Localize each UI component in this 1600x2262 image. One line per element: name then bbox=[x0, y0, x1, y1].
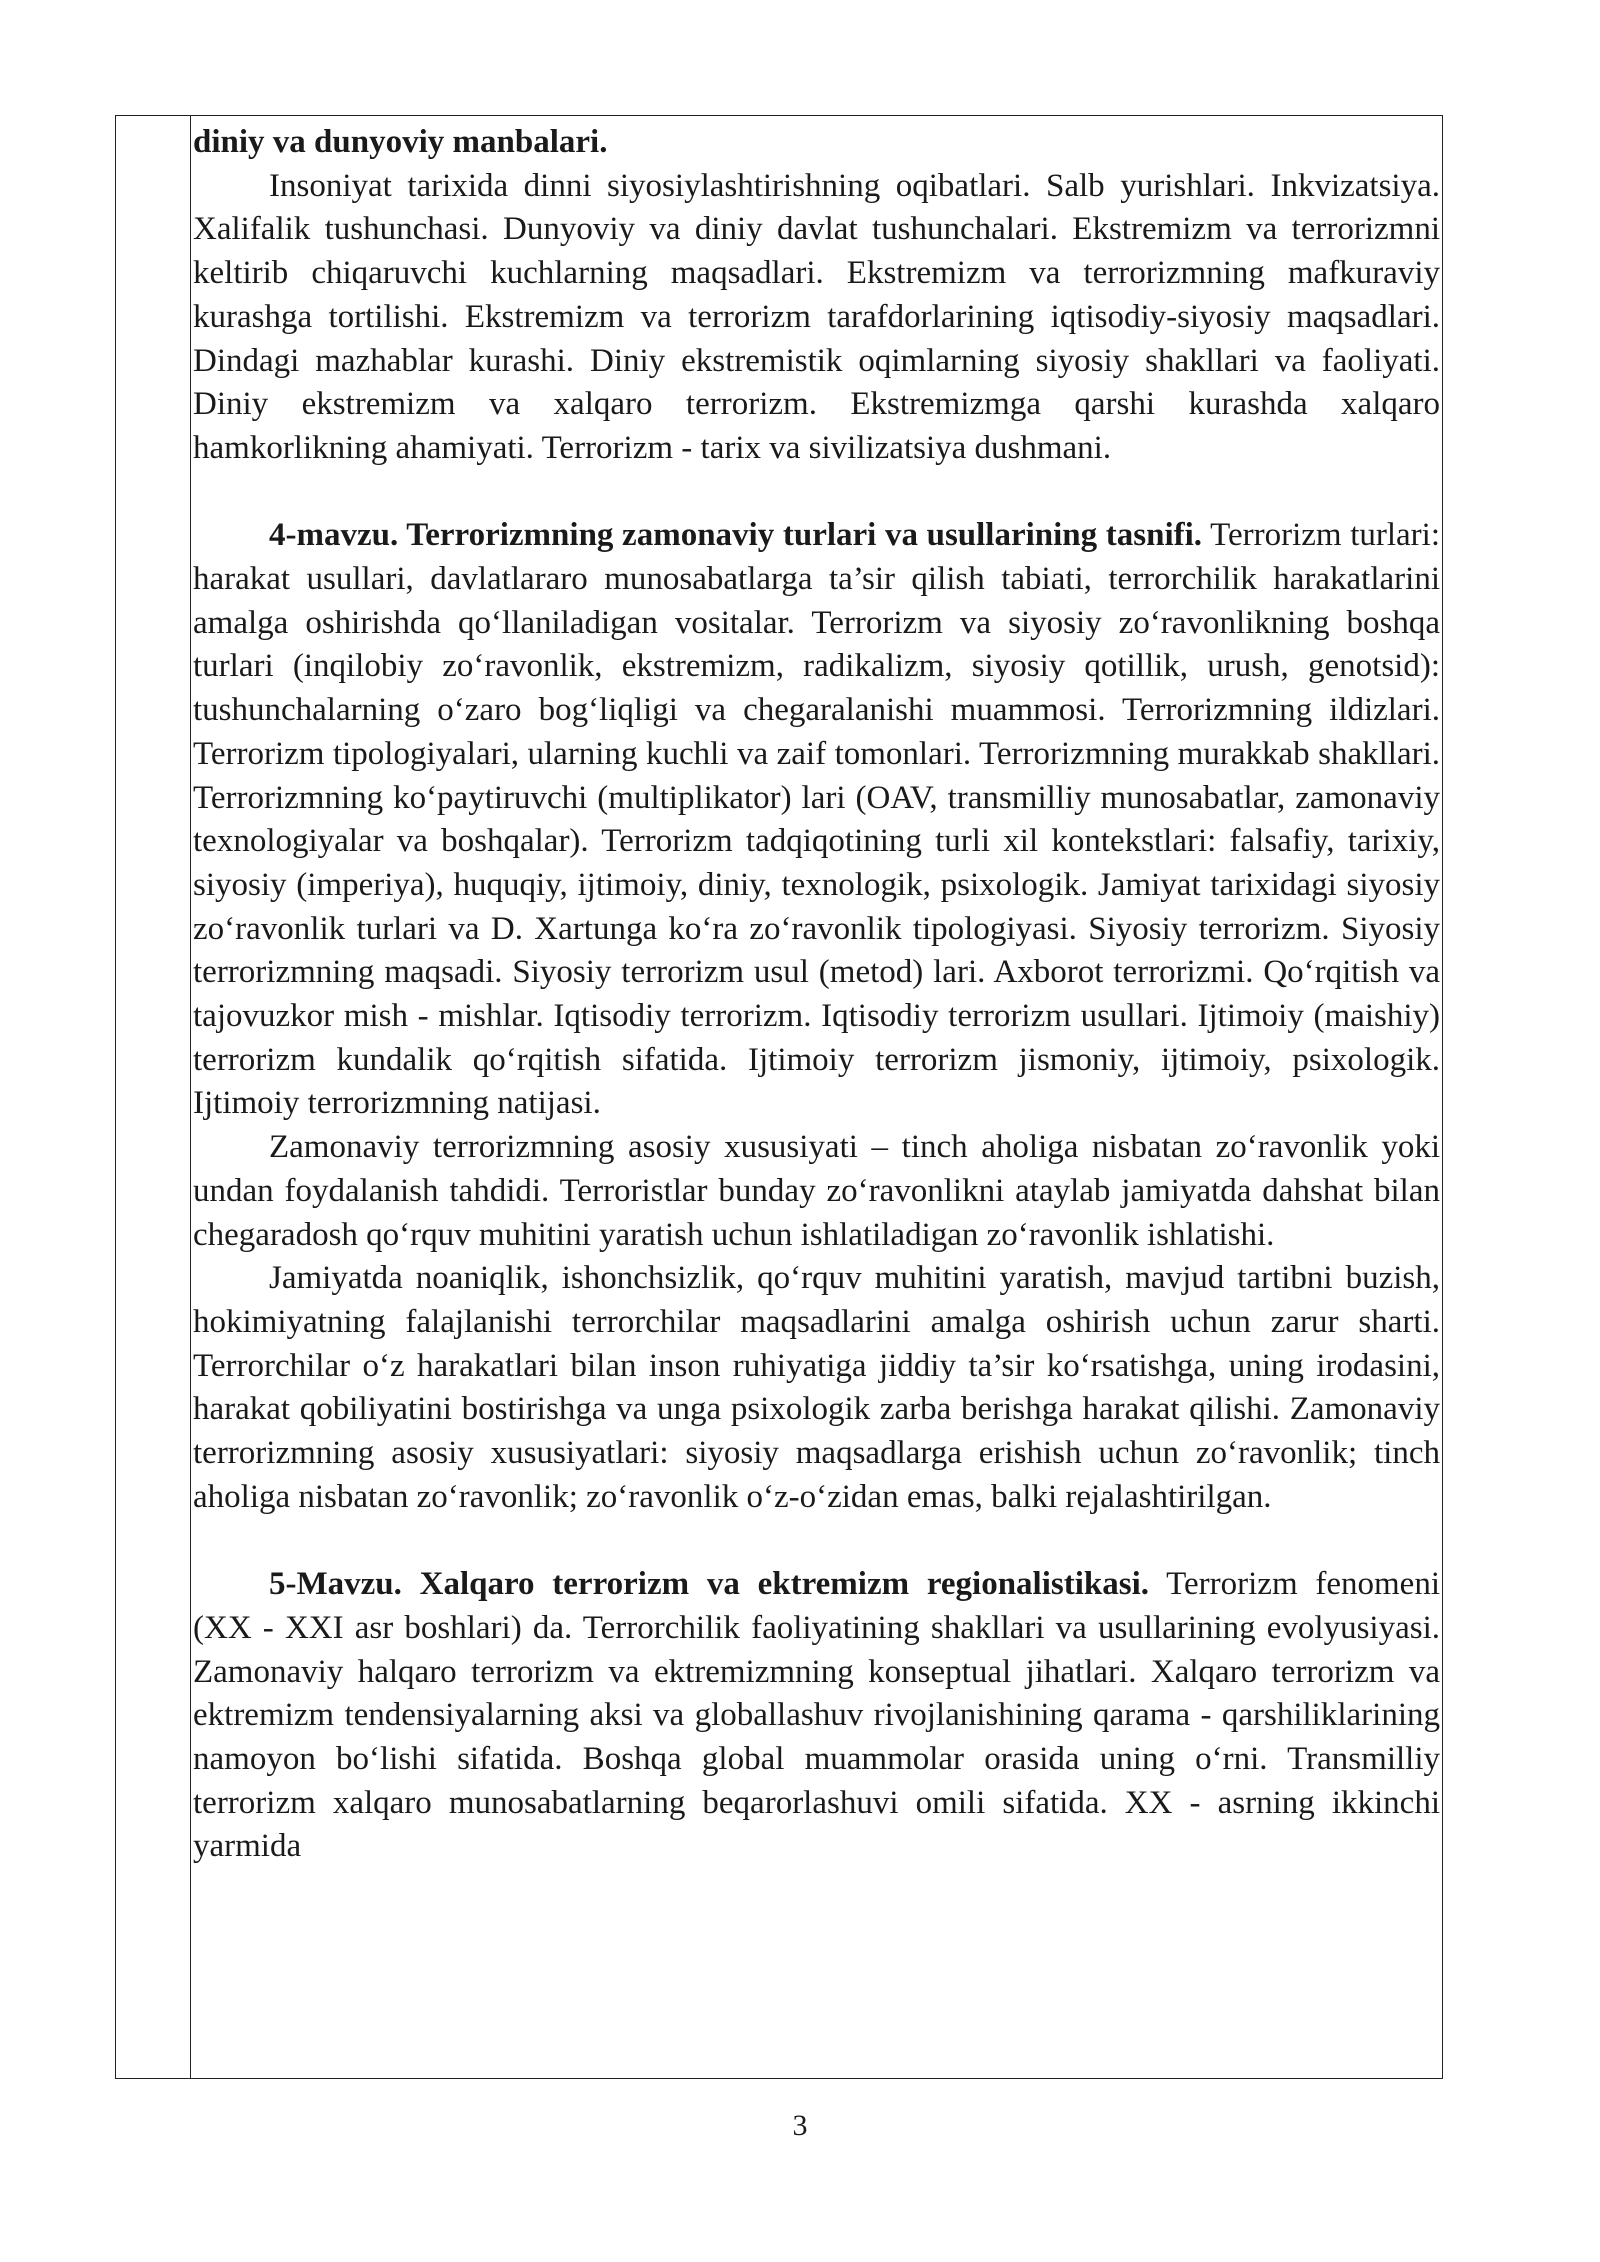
topic-5-heading: 5-Mavzu. Xalqaro terrorizm va ektremizm regionalistikasi. bbox=[269, 1566, 1149, 1603]
document-table bbox=[115, 115, 1443, 2079]
topic-4-heading: 4-mavzu. Terrorizmning zamonaviy turlari va usullarining tasnifi. bbox=[269, 517, 1203, 554]
topic-5-text: Terrorizm fenomeni (XX - XXI asr boshlari) da. Terrorchilik faoliyatining shakllari va usullarining evolyusiyasi. Zamonaviy halqaro terrorizm va ektremizmning konseptual jihatlari. Xalqaro terrorizm va ektremizm tendensiyalarning aksi va globallashuv rivojlanishining qarama - qarshiliklarining namoyon bo‘lishi sifatida. Boshqa global muammolar orasida uning o‘rni. Transmilliy terrorizm xalqaro munosabatlarning beqarorlashuvi omili sifatida. XX - asrning ikkinchi yarmida bbox=[193, 1566, 1440, 1865]
paragraph-history-politicization: Insoniyat tarixida dinni siyosiylashtirishning oqibatlari. Salb yurishlari. Inkvizatsiya. Xalifalik tushunchasi. Dunyoviy va diniy davlat tushunchalari. Ekstremizm va terrorizmni keltirib chiqaruvchi kuchlarning maqsadlari. Ekstremizm va terrorizmning mafkuraviy kurashga tortilishi. Ekstremizm va terrorizm tarafdorlarining iqtisodiy-siyosiy maqsadlari. Dindagi mazhablar kurashi. Diniy ekstremistik oqimlarning siyosiy shakllari va faoliyati. Diniy ekstremizm va xalqaro terrorizm. Ekstremizmga qarshi kurashda xalqaro hamkorlikning ahamiyati. Terrorizm - tarix va sivilizatsiya dushmani. bbox=[193, 167, 1440, 466]
table-content-cell bbox=[191, 116, 1442, 2078]
topic-4-text: Terrorizm turlari: harakat usullari, davlatlararo munosabatlarga ta’sir qilish tabiati, terrorchilik harakatlarini amalga oshirishda qo‘llaniladigan vositalar. Terrorizm va siyosiy zo‘ravonlikning boshqa turlari (inqilobiy zo‘ravonlik, ekstremizm, radikalizm, siyosiy qotillik, urush, genotsid): tushunchalarning o‘zaro bog‘liqligi va chegaralanishi muammosi. Terrorizmning ildizlari. Terrorizm tipologiyalari, ularning kuchli va zaif tomonlari. Terrorizmning murakkab shakllari. Terrorizmning ko‘paytiruvchi (multiplikator) lari (OAV, transmilliy munosabatlar, zamonaviy texnologiyalar va boshqalar). Terrorizm tadqiqotining turli xil kontekstlari: falsafiy, tarixiy, siyosiy (imperiya), huquqiy, ijtimoiy, diniy, texnologik, psixologik. Jamiyat tarixidagi siyosiy zo‘ravonlik turlari va D. Xartunga ko‘ra zo‘ravonlik tipologiyasi. Siyosiy terrorizm. Siyosiy terrorizmning maqsadi. Siyosiy terrorizm usul (metod) lari. Axborot terrorizmi. Qo‘rqitish va tajovuzkor mish - mishlar. Iqtisodiy terrorizm. Iqtisodiy terrorizm usullari. Ijtimoiy (maishiy) terrorizm kundalik qo‘rqitish sifatida. Ijtimoiy terrorizm jismoniy, ijtimoiy, psixologik. Ijtimoiy terrorizmning natijasi. bbox=[193, 517, 1440, 1122]
continuation-heading: diniy va dunyoviy manbalari. bbox=[193, 124, 608, 160]
table-left-column bbox=[116, 116, 191, 2078]
paragraph-modern-terrorism-feature: Zamonaviy terrorizmning asosiy xususiyati – tinch aholiga nisbatan zo‘ravonlik yoki undan foydalanish tahdidi. Terroristlar bunday zo‘ravonlikni ataylab jamiyatda dahshat bilan chegaradosh qo‘rquv muhitini yaratish uchun ishlatiladigan zo‘ravonlik ishlatishi. bbox=[193, 1129, 1440, 1253]
page-number: 3 bbox=[792, 2109, 808, 2142]
paragraph-uncertainty-fear: Jamiyatda noaniqlik, ishonchsizlik, qo‘rquv muhitini yaratish, mavjud tartibni buzish, hokimiyatning falajlanishi terrorchilar maqsadlarini amalga oshirish uchun zarur sharti. Terrorchilar o‘z harakatlari bilan inson ruhiyatiga jiddiy ta’sir ko‘rsatishga, uning irodasini, harakat qobiliyatini bostirishga va unga psixologik zarba berishga harakat qilishi. Zamonaviy terrorizmning asosiy xususiyatlari: siyosiy maqsadlarga erishish uchun zo‘ravonlik; tinch aholiga nisbatan zo‘ravonlik; zo‘ravonlik o‘z-o‘zidan emas, balki rejalashtirilgan. bbox=[193, 1260, 1440, 1515]
topic-5-paragraph bbox=[193, 1563, 1440, 1869]
topic-4-paragraph bbox=[193, 514, 1440, 1126]
